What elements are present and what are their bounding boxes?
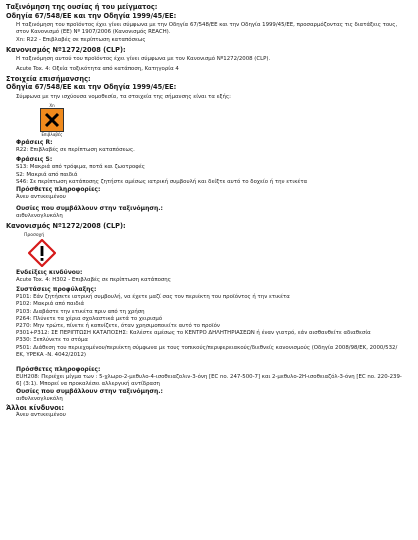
precaution-item: P301+P312: ΣΕ ΠΕΡΙΠΤΩΣΗ ΚΑΤΑΠΟΣΗΣ: Καλέστε αμέσως το ΚΕΝΤΡΟ ΔΗΛΗΤΗΡΙΑΣΕΩΝ ή έναν γιατρό, εάν αισθανθείτε αδιαθεσία	[16, 330, 371, 337]
s-phrases-title: Φράσεις S:	[16, 156, 53, 164]
xn-caption: Επιβλαβές	[41, 132, 63, 138]
precaution-item: P102: Μακριά από παιδιά	[16, 301, 85, 308]
directive-text: Η ταξινόμηση του προϊόντος έχει γίνει σύμφωνα με την Οδηγία 67/548/ΕΕ και την Οδηγία 1999/45/ΕΕ, προσαρμόζοντας τις διατάξεις τους, στον Κανονισμό (ΕΕ) Νº 1907/2006 (Κανονισμός REACH).	[16, 22, 398, 36]
contrib-title-2: Ουσίες που συμβάλλουν στην ταξινόμηση.:	[16, 388, 163, 396]
directive-xn: Xn: R22 - Επιβλαβές σε περίπτωση καταπόσεως	[16, 36, 146, 43]
other-hazards-value: Άνευ αντικειμένου	[16, 412, 66, 419]
extra-info-value: Άνευ αντικειμένου	[16, 194, 66, 200]
exclamation-diamond-icon	[28, 239, 56, 267]
other-hazards-title: Άλλοι κίνδυνοι:	[6, 403, 64, 412]
contrib-title: Ουσίες που συμβάλλουν στην ταξινόμηση.:	[16, 205, 163, 213]
harmful-cross-icon	[40, 108, 64, 132]
h302-statement: Acute Tox. 4: H302 - Επιβλαβές σε περίπτωση κατάποσης	[16, 277, 171, 283]
precaution-list	[6, 294, 412, 344]
label-intro: Σύμφωνα με την ισχύουσα νομοθεσία, τα στοιχεία της σήμανσης είναι τα εξής:	[16, 93, 231, 100]
r-phrases-title: Φράσεις R:	[16, 139, 53, 147]
section-title: Ταξινόμηση της ουσίας ή του μείγματος:	[6, 3, 158, 11]
s13-phrase: S13: Μακριά από τρόφιμα, ποτά και ζωοτροφές	[16, 164, 145, 171]
precaution-item: P330: Ξεπλύνετε το στόμα	[16, 337, 88, 344]
extra-info-title: Πρόσθετες πληροφορίες:	[16, 186, 101, 193]
clp-text: Η ταξινόμηση αυτού του προϊόντος έχει γίνει σύμφωνα με τον Κανονισμό Νº1272/2008 (CLP).	[16, 56, 271, 63]
directive-heading: Οδηγία 67/548/ΕΕ και την Οδηγία 1999/45/ΕΕ:	[6, 11, 177, 20]
r22-phrase: R22: Επιβλαβές σε περίπτωση καταπόσεως.	[16, 147, 135, 154]
precaution-item: P264: Πλύνετε τα χέρια σχολαστικά μετά το χειρισμό	[16, 315, 163, 322]
p501-statement: P501: Διάθεση του περιεχομένου/περιέκτη σύμφωνα με τους τοπικούς/περιφερειακούς/διεθνείς κανονισμούς (Οδηγία 2008/98/ΕΚ, 2000/532/ΕΚ, ΥΡΕΚΑ -Ν. 4042/2012)	[16, 344, 398, 358]
euh208-statement: EUH208: Περιέχει μίγμα των : 5-χλωρο-2-μεθυλο-4-ισοθειαζολιν-3-όνη [EC no. 247-500-7] και 2-μεθυλο-2Η-ισοθειαζόλ-3-όνη [EC no. 220-239-6] (3:1). Μπορεί να προκαλέσει αλλεργική αντίδραση	[16, 374, 402, 388]
ghs-caption: Προσοχή	[24, 233, 45, 238]
directive-heading-2: Οδηγία 67/548/ΕΕ και την Οδηγία 1999/45/ΕΕ:	[6, 83, 177, 92]
clp-acute-tox: Acute Tox. 4: Οξεία τοξικότητα από κατάποση, Κατηγορία 4	[16, 65, 179, 72]
hazard-title: Ενδείξεις κινδύνου:	[16, 269, 83, 276]
xn-code: Xn	[49, 103, 55, 109]
contrib-value: αιθυλενογλυκόλη	[16, 213, 63, 220]
ghs07-pictogram	[24, 233, 64, 267]
precaution-item: P270: Μην τρώτε, πίνετε ή καπνίζετε, όταν χρησιμοποιείτε αυτό το προϊόν	[16, 323, 220, 330]
extra-info-title-2: Πρόσθετες πληροφορίες:	[16, 366, 101, 374]
precaution-item: P103: Διαβάστε την ετικέτα πριν από τη χρήση	[16, 308, 145, 315]
s2-phrase: S2: Μακριά από παιδιά	[16, 171, 78, 178]
xn-pictogram	[39, 103, 71, 137]
label-elements-heading: Στοιχεία επισήμανσης:	[6, 74, 91, 83]
clp-heading-2: Κανονισμός Νº1272/2008 (CLP):	[6, 222, 126, 231]
clp-heading: Κανονισμός Νº1272/2008 (CLP):	[6, 45, 126, 54]
precaution-item: P101: Εάν ζητήσετε ιατρική συμβουλή, να έχετε μαζί σας τον περιέκτη του προϊόντος ή την ετικέτα	[16, 294, 290, 301]
contrib-value-2: αιθυλενογλυκόλη	[16, 396, 63, 403]
precaution-title: Συστάσεις προφύλαξης:	[16, 286, 97, 294]
s46-phrase: S46: Σε περίπτωση κατάποσης ζητήστε αμέσως ιατρική συμβουλή και δείξτε αυτό το δοχείο ή την ετικέτα	[16, 178, 308, 185]
